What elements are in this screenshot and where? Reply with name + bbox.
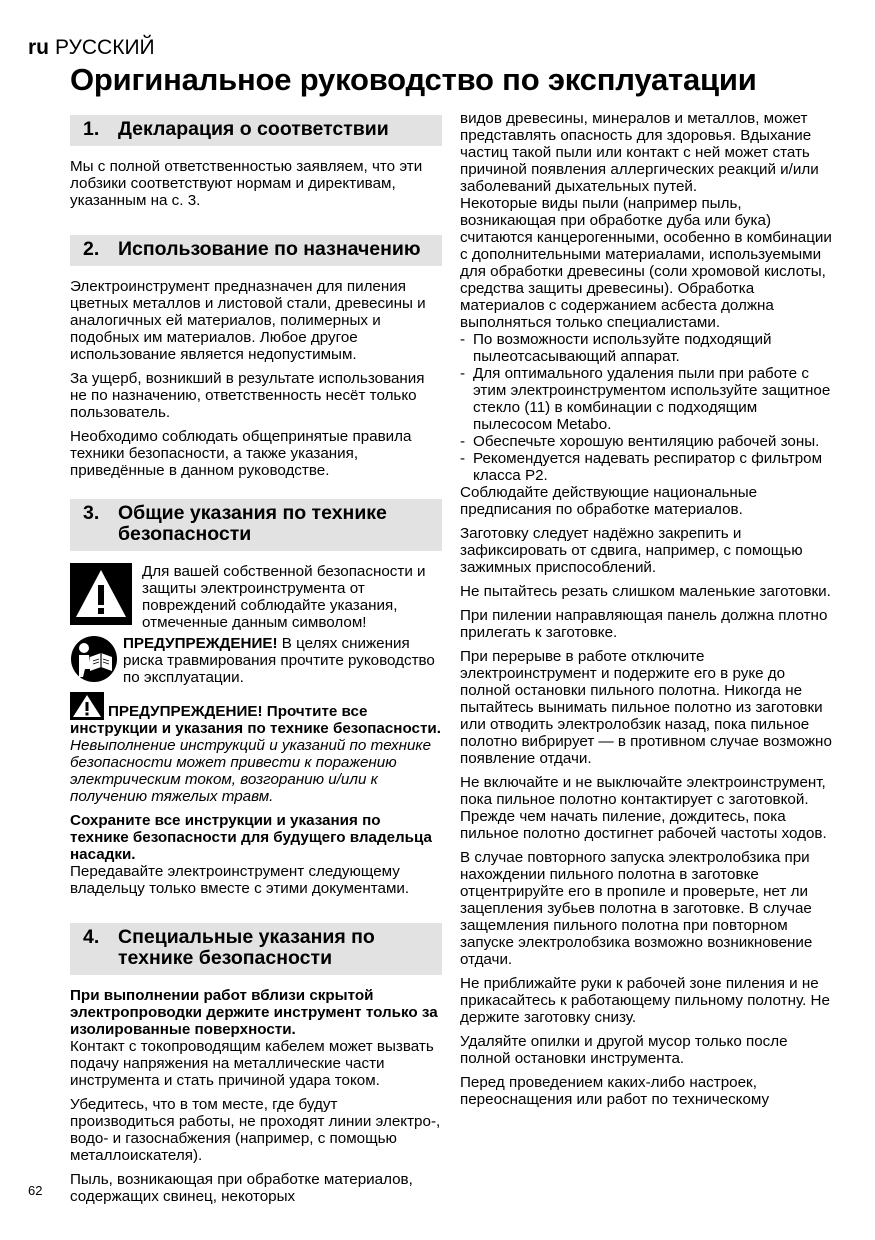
right-column (460, 110, 832, 1115)
before-adjustments-text: Перед проведением каких-либо настроек, переоснащения или работ по техническому (460, 1074, 770, 1108)
section-number: 3. (83, 502, 100, 524)
hidden-wiring-warning: При выполнении работ вблизи скрытой электропроводки держите инструмент только за изолированные поверхности. (70, 987, 438, 1038)
language-name: РУССКИЙ (55, 36, 155, 59)
read-manual-icon (70, 635, 118, 683)
section-number: 1. (83, 118, 100, 140)
section-title: Декларация о соответствии (118, 118, 389, 140)
list-item: - По возможности используйте подходящий пылеотсасывающий аппарат. (460, 331, 832, 365)
warning-triangle-icon (70, 692, 104, 720)
work-break-text: При перерыве в работе отключите электроинструмент и подержите его в руке до полной остановки пильного полотна. Никогда не пытайтесь вынимать пильное полотно из заготовки или отводить электролобзик назад, пока пильное полотно вибрирует — в противном случае возможно появление отдачи. (460, 648, 832, 767)
dust-text-start: Пыль, возникающая при обработке материалов, содержащих свинец, некоторых (70, 1171, 413, 1205)
left-column (70, 115, 442, 1212)
carcinogen-text: Некоторые виды пыли (например пыль, возникающая при обработке дуба или бука) считаются канцерогенными, особенно в комбинации с дополнительными материалами, используемыми для обработки древесины (соли хромовой кислоты, средства защиты древесины). Обработка материалов с содержанием асбеста должна выполняться только специалистами. (460, 195, 832, 331)
read-manual-block (70, 635, 442, 687)
page-title: Оригинальное руководство по эксплуатации (70, 62, 757, 97)
declaration-text: Мы с полной ответственностью заявляем, что эти лобзики соответствуют нормам и директивам, указанным на с. 3. (70, 158, 423, 209)
section-heading-4 (70, 923, 442, 975)
read-manual-text: ПРЕДУПРЕЖДЕНИЕ! В целях снижения риска травмирования прочтите руководство по эксплуатации. (123, 635, 435, 686)
chips-removal-text: Удаляйте опилки и другой мусор только после полной остановки инструмента. (460, 1033, 788, 1067)
small-workpieces-text: Не пытайтесь резать слишком маленькие заготовки. (460, 583, 831, 600)
section-title: Общие указания по технике безопасности (118, 502, 387, 545)
section-number: 4. (83, 926, 100, 948)
guide-plate-text: При пилении направляющая панель должна плотно прилегать к заготовке. (460, 607, 828, 641)
switching-text: Не включайте и не выключайте электроинструмент, пока пильное полотно контактирует с заготовкой. Прежде чем начать пиление, дождитесь, пока пильное полотно достигнет рабочей частоты ходов. (460, 774, 827, 842)
secure-workpiece-text: Заготовку следует надёжно закрепить и зафиксировать от сдвига, например, с помощью зажимных приспособлений. (460, 525, 803, 576)
hidden-wiring-text: Контакт с токопроводящим кабелем может вызвать подачу напряжения на металлические части инструмента и стать причиной удара током. (70, 1038, 434, 1089)
language-header (28, 36, 155, 60)
warning-symbol-block (70, 563, 442, 631)
list-item: - Обеспечьте хорошую вентиляцию рабочей зоны. (460, 433, 832, 450)
keep-instructions-heading: Сохраните все инструкции и указания по технике безопасности для будущего владельца насадки. (70, 812, 432, 863)
section-heading-3 (70, 499, 442, 551)
section-title: Специальные указания по технике безопасности (118, 926, 375, 969)
general-rules-text: Необходимо соблюдать общепринятые правила техники безопасности, а также указания, приведённые в данном руководстве. (70, 428, 412, 479)
keep-instructions-text: Передавайте электроинструмент следующему владельцу только вместе с этими документами. (70, 863, 410, 897)
section-heading-2 (70, 235, 442, 266)
list-item: - Рекомендуется надевать респиратор с фильтром класса P2. (460, 450, 832, 484)
warning-symbol-text: Для вашей собственной безопасности и защиты электроинструмента от повреждений соблюдайте указания, отмеченные данным символом! (142, 563, 426, 631)
section-heading-1 (70, 115, 442, 146)
warning-triangle-icon (70, 563, 132, 625)
restart-text: В случае повторного запуска электролобзика при нахождении пильного полотна в заготовке отцентрируйте его в пропиле и проверьте, нет ли зацепления зубьев полотна в заготовке. В случае защемления пильного полотна при повторном запуске электролобзика возможно возникновение отдачи. (460, 849, 813, 968)
language-code: ru (28, 36, 49, 59)
section-title: Использование по назначению (118, 238, 421, 260)
dust-text-continued: видов древесины, минералов и металлов, может представлять опасность для здоровья. Вдыхание частиц такой пыли или контакт с ней может стать причиной появления аллергических реакций и/или заболеваний дыхательных путей. (460, 110, 819, 195)
read-instructions-warning: ПРЕДУПРЕЖДЕНИЕ! Прочтите все инструкции и указания по технике безопасности. Невыполнение инструкций и указаний по технике безопасности может привести к поражению электрическим током, возгоранию и/или к получению тяжелых травм. (70, 692, 442, 805)
list-item: - Для оптимального удаления пыли при работе с этим электроинструментом используйте защитное стекло (11) в комбинации с подходящим пылесосом Metabo. (460, 365, 832, 433)
intended-use-text: Электроинструмент предназначен для пиления цветных металлов и листовой стали, древесины и аналогичных ей материалов, полимерных и подобных им материалов. Любое другое использование является недопустимым. (70, 278, 426, 363)
page-number: 62 (28, 1183, 43, 1198)
national-regulations-text: Соблюдайте действующие национальные предписания по обработке материалов. (460, 484, 758, 518)
hands-away-text: Не приближайте руки к рабочей зоне пиления и не прикасайтесь к работающему пильному полотну. Не держите заготовку снизу. (460, 975, 830, 1026)
liability-text: За ущерб, возникший в результате использования не по назначению, ответственность несёт только пользователь. (70, 370, 425, 421)
warning-label: ПРЕДУПРЕЖДЕНИЕ! (123, 635, 278, 652)
check-lines-text: Убедитесь, что в том месте, где будут производиться работы, не проходят линии электро-, водо- и газоснабжения (например, с помощью металлоискателя). (70, 1096, 441, 1164)
section-number: 2. (83, 238, 100, 260)
dust-measures-list (460, 331, 832, 484)
